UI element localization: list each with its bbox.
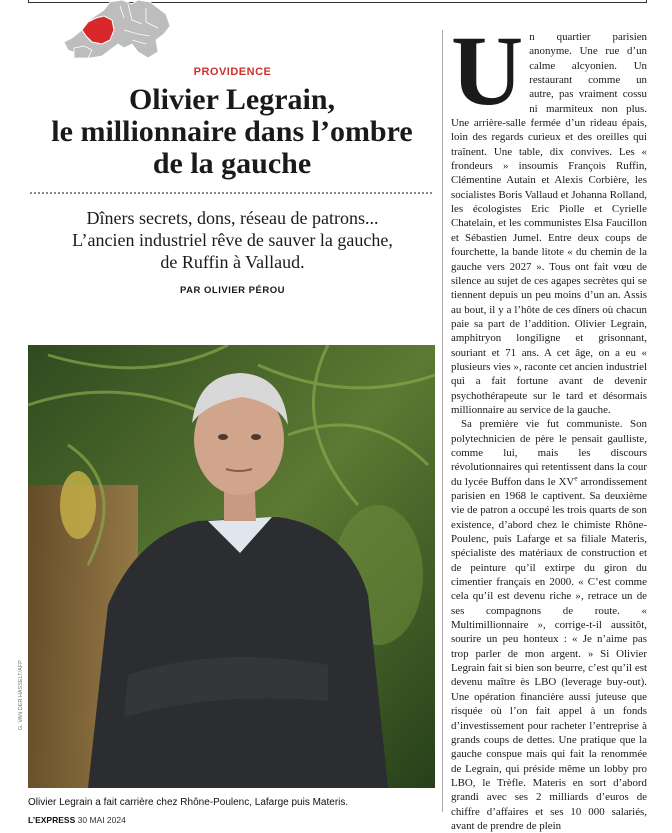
photo-credit: G. VAN DER HASSELT/AFP — [18, 660, 24, 730]
page-folio — [28, 815, 126, 825]
column-rule — [442, 30, 443, 812]
paragraph-text: Sa première vie fut communiste. Son polytechnicien de père le pensait gaulliste, comme lui, mais les discours révolutionnaires qui retentissent dans la cour du lycée Buffon dans le XV — [451, 418, 647, 488]
section-kicker: PROVIDENCE — [193, 66, 272, 78]
paragraph — [451, 15, 647, 417]
magazine-name: L’EXPRESS — [28, 815, 76, 825]
title-line: le millionnaire dans l’ombre — [51, 115, 413, 148]
deck-line: Dîners secrets, dons, réseau de patrons... — [86, 208, 379, 228]
portrait-photo — [28, 345, 435, 788]
paragraph-text: arrondissement parisien en 1968 le captivent. Sa deuxième vie de patron a occupé les trois quarts de son existence, d’abord chez le chimiste Rhône-Poulenc, puis Lafarge et sa filiale Materis, spécialiste des matériaux de construction et de peinture qu’il extirpe du giron du cimentier français en 2000. « C’est comme cela qu’il est devenu riche », retrace un de ses compagnons de route. « Multimillionnaire », corrige-t-il aussitôt, sourire un peu honteux : « Je n’aime pas trop parler de mon argent. » Si Olivier Legrain fait si bien son beurre, c’est qu’il est devenu maître ès LBO (leverage buy-out). Une opération financière aussi juteuse que risquée où l’on fait appel à un fonds d’investissement pour racheter l’entreprise à grands coups de dettes. Une pratique que la gauche conspue mais qui fait la renommée de Legrain, qui préside même un lobby pro LBO, le Trèfle. Materis en sort d’abord grandi avec ses 2 milliards d’euros de chiffre d’affaires et ses 10 000 salariés, avant de prendre de plein — [451, 475, 648, 832]
drop-cap: U — [451, 15, 524, 126]
article-deck — [30, 207, 435, 273]
portrait-illustration — [28, 345, 435, 788]
title-line: de la gauche — [152, 147, 312, 180]
superscript: e — [574, 474, 578, 483]
article-body — [451, 15, 648, 833]
deck-line: de Ruffin à Vallaud. — [160, 252, 305, 272]
title-line: Olivier Legrain, — [128, 83, 336, 116]
deck-line: L’ancien industriel rêve de sauver la gauche, — [72, 230, 393, 250]
paragraph — [451, 417, 647, 833]
issue-date: 30 MAI 2024 — [77, 815, 126, 825]
dotted-divider — [30, 192, 432, 194]
article-title — [22, 84, 442, 180]
europe-map — [62, 0, 172, 62]
paragraph-text: n quartier parisien anonyme. Une rue d’un calme alcyonien. Un restaurant comme un autre, pas vraiment cossu ni marmiteux non plus. Une arrière-salle fermée d’un rideau épais, loin des regards curieux et des oreilles qui traînent. Une table, dix convives. Les « frondeurs » insoumis François Ruffin, Clémentine Autain et Alexis Corbière, les socialistes Boris Vallaud et Johanna Rolland, les écologistes Eric Piolle et Cyrielle Chatelain, et les communistes Elsa Faucillon et Sébastien Jumel. Entre deux coups de fourchette, la bande litote « du chemin de la gauche vers 2027 ». Tous ont fait vœu de silence au sujet de ces agapes secrètes qui se tiennent depuis un peu moins d’un an. Assis au bout, il y a l’hôte de ces dîners où chacun paie sa part de l’addition. Olivier Legrain, amphitryon longiligne et grisonnant, souriant et 71 ans. A cet âge, on a eu « plusieurs vies », raconte cet ancien industriel qui a fait fortune avant de devenir psychothérapeute sur le tard et désormais millionnaire au service de la gauche. — [451, 31, 647, 416]
byline: PAR OLIVIER PÉROU — [180, 285, 285, 296]
photo-caption: Olivier Legrain a fait carrière chez Rhône-Poulenc, Lafarge puis Materis. — [28, 797, 349, 808]
